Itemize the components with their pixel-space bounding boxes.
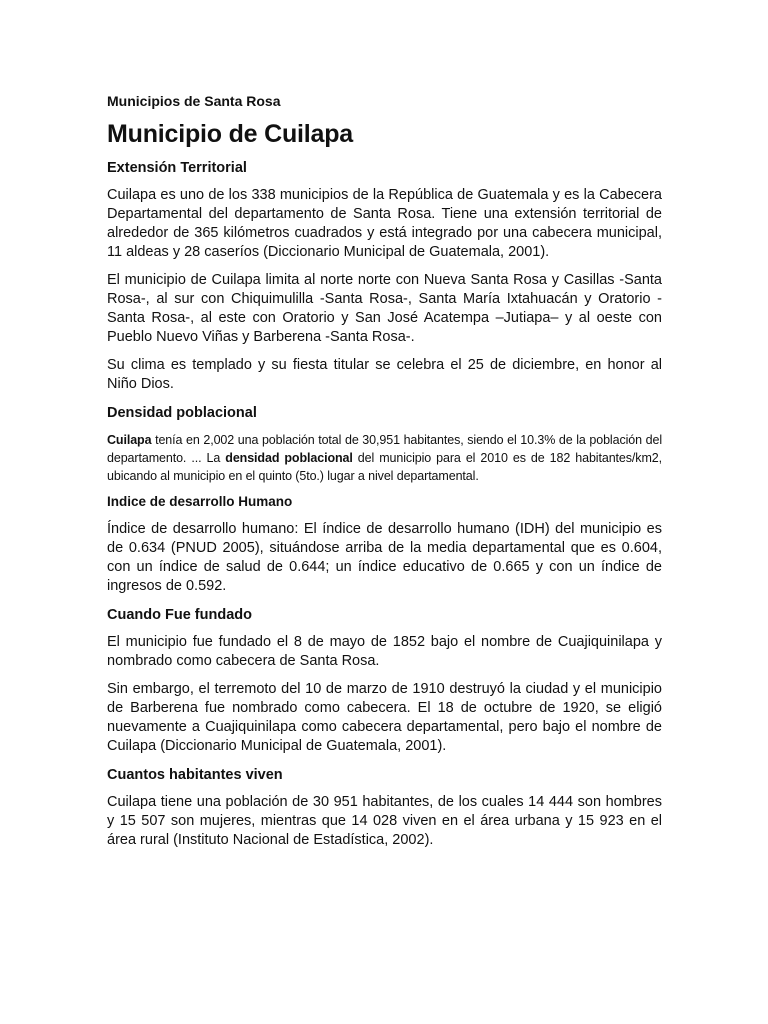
- paragraph-fundado-2: Sin embargo, el terremoto del 10 de marzo de 1910 destruyó la ciudad y el municipio de Barberena fue nombrado como cabecera. El 18 de octubre de 1920, se eligió nuevamente a Cuajiquinilapa como cabecera departamental, pero bajo el nombre de Cuilapa (Diccionario Municipal de Guatemala, 2001).: [107, 681, 662, 754]
- heading-idh: Indice de desarrollo Humano: [107, 494, 293, 509]
- heading-habitantes: Cuantos habitantes viven: [107, 767, 283, 783]
- densidad-text-2: del municipio para el 2010 es de 182 habitantes/km2, ubicando al municipio en el quinto (5to.) lugar a nivel departamental.: [107, 451, 662, 483]
- paragraph-extension-1: Cuilapa es uno de los 338 municipios de la República de Guatemala y es la Cabecera Departamental del departamento de Santa Rosa. Tiene una extensión territorial de alrededor de 365 kilómetros cuadrados y está integrado por una cabecera municipal, 11 aldeas y 28 caseríos (Diccionario Municipal de Guatemala, 2001).: [107, 187, 662, 260]
- paragraph-densidad: [107, 431, 662, 485]
- heading-fundado: Cuando Fue fundado: [107, 607, 252, 623]
- paragraph-idh: Índice de desarrollo humano: El índice de desarrollo humano (IDH) del municipio es de 0.634 (PNUD 2005), situándose arriba de la media departamental que es 0.604, con un índice de salud de 0.644; un índice educativo de 0.665 y con un índice de ingresos de 0.592.: [107, 521, 662, 594]
- densidad-text-1: tenía en 2,002 una población total de 30,951 habitantes, siendo el 10.3% de la población del departamento. ... La: [107, 433, 662, 465]
- bold-cuilapa: Cuilapa: [107, 433, 152, 447]
- heading-densidad: Densidad poblacional: [107, 405, 257, 421]
- paragraph-extension-3: Su clima es templado y su fiesta titular se celebra el 25 de diciembre, en honor al Niño Dios.: [107, 357, 662, 392]
- paragraph-habitantes: Cuilapa tiene una población de 30 951 habitantes, de los cuales 14 444 son hombres y 15 507 son mujeres, mientras que 14 028 viven en el área urbana y 15 923 en el área rural (Instituto Nacional de Estadística, 2002).: [107, 794, 662, 848]
- bold-densidad: densidad poblacional: [225, 451, 353, 465]
- paragraph-extension-2: El municipio de Cuilapa limita al norte norte con Nueva Santa Rosa y Casillas -Santa Rosa-, al sur con Chiquimulilla -Santa Rosa-, Santa María Ixtahuacán y Oratorio -Santa Rosa-, al este con Oratorio y San José Acatempa –Jutiapa– y al oeste con Pueblo Nuevo Viñas y Barberena -Santa Rosa-.: [107, 272, 662, 345]
- heading-extension: Extensión Territorial: [107, 160, 247, 176]
- document-subtitle: Municipios de Santa Rosa: [107, 93, 281, 109]
- document-page: [107, 92, 662, 850]
- document-title: Municipio de Cuilapa: [107, 120, 354, 148]
- paragraph-fundado-1: El municipio fue fundado el 8 de mayo de 1852 bajo el nombre de Cuajiquinilapa y nombrado como cabecera de Santa Rosa.: [107, 634, 662, 669]
